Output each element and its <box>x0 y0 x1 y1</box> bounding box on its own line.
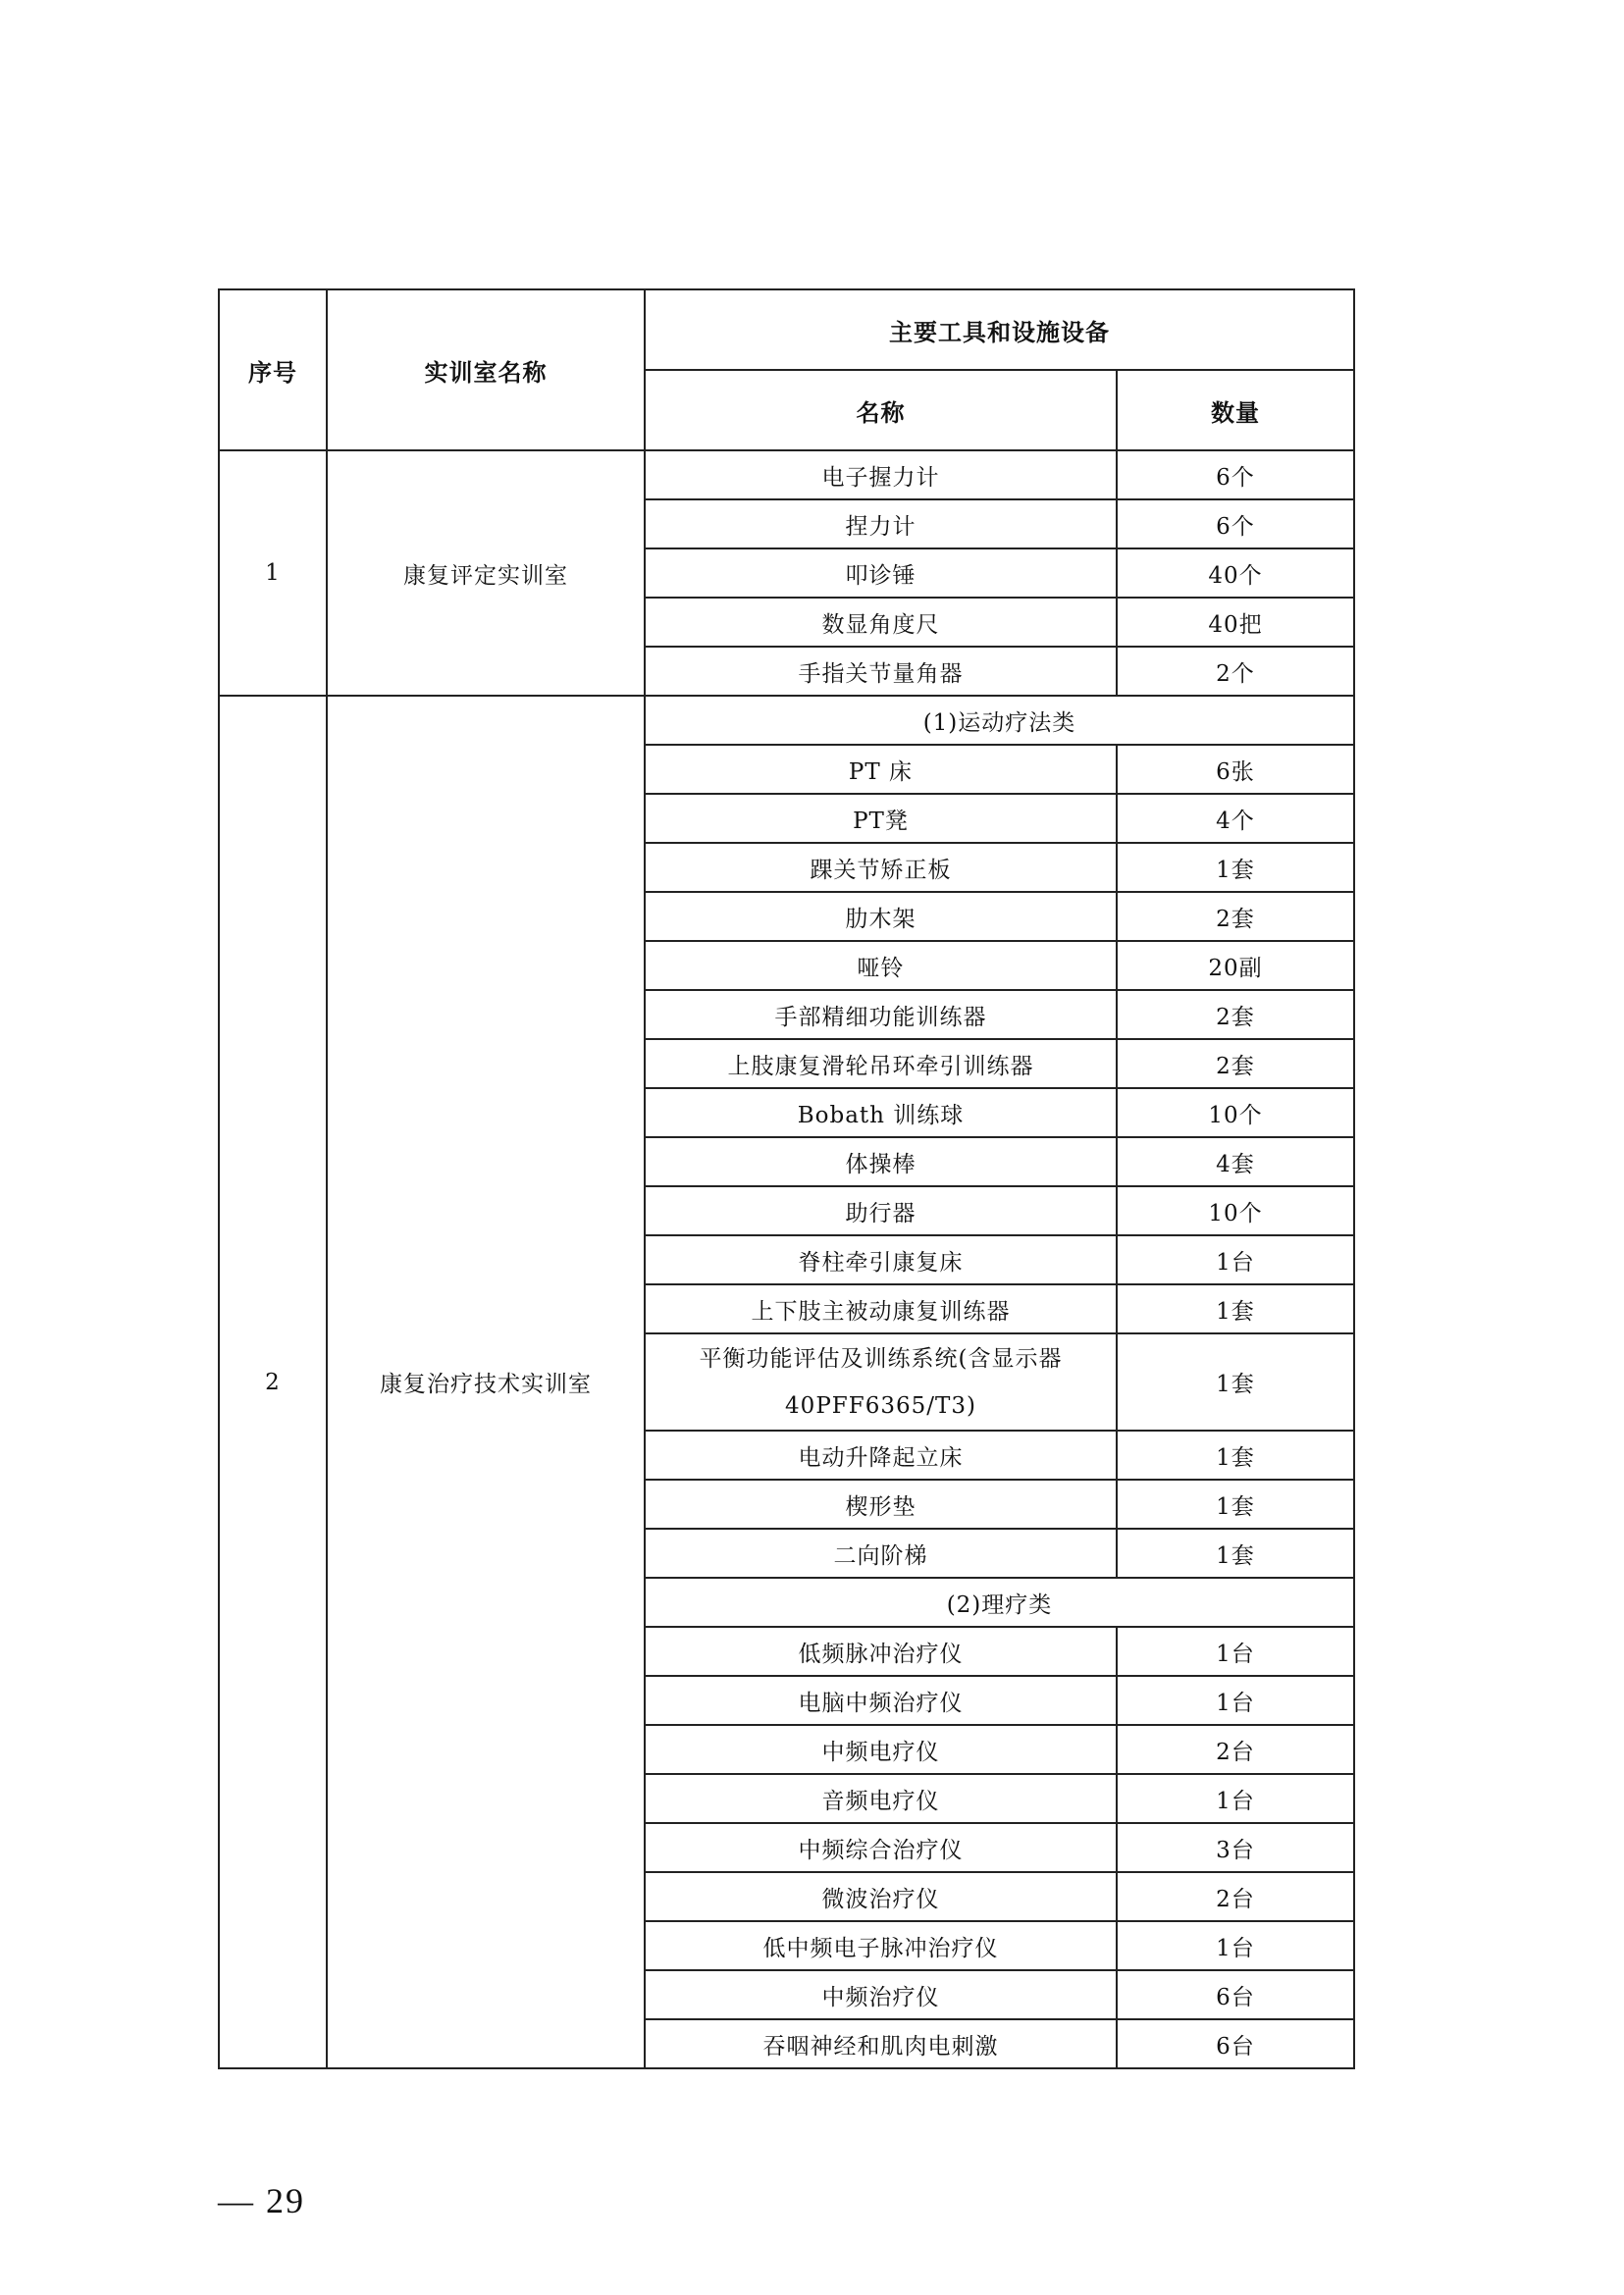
equipment-quantity: 1套 <box>1117 1284 1354 1333</box>
room-name: 康复评定实训室 <box>327 450 645 696</box>
equipment-quantity: 1套 <box>1117 843 1354 892</box>
quantity-header: 数量 <box>1117 370 1354 450</box>
name-header: 名称 <box>645 370 1117 450</box>
equipment-quantity: 1台 <box>1117 1921 1354 1970</box>
room-index: 2 <box>219 696 327 2068</box>
room-header: 实训室名称 <box>327 289 645 450</box>
room-name: 康复治疗技术实训室 <box>327 696 645 2068</box>
equipment-quantity: 10个 <box>1117 1186 1354 1235</box>
index-header: 序号 <box>219 289 327 450</box>
equipment-quantity: 40把 <box>1117 598 1354 647</box>
equipment-name: 体操棒 <box>645 1137 1117 1186</box>
equipment-name: 脊柱牵引康复床 <box>645 1235 1117 1284</box>
equipment-name: 电动升降起立床 <box>645 1431 1117 1480</box>
equipment-table <box>218 288 1355 2069</box>
equipment-name: 叩诊锤 <box>645 548 1117 598</box>
equipment-quantity: 40个 <box>1117 548 1354 598</box>
equipment-name <box>645 1333 1117 1431</box>
equipment-quantity: 6台 <box>1117 2019 1354 2068</box>
equipment-quantity: 6个 <box>1117 499 1354 548</box>
equipment-quantity: 1套 <box>1117 1333 1354 1431</box>
equipment-quantity: 3台 <box>1117 1823 1354 1872</box>
equipment-name: 中频电疗仪 <box>645 1725 1117 1774</box>
equipment-quantity: 2台 <box>1117 1725 1354 1774</box>
equipment-name: 捏力计 <box>645 499 1117 548</box>
equipment-quantity: 1台 <box>1117 1774 1354 1823</box>
equipment-name: 手指关节量角器 <box>645 647 1117 696</box>
equipment-name: 微波治疗仪 <box>645 1872 1117 1921</box>
equipment-name: 低中频电子脉冲治疗仪 <box>645 1921 1117 1970</box>
equipment-quantity: 1套 <box>1117 1529 1354 1578</box>
equipment-table-body <box>219 289 1354 2068</box>
equipment-name-line: 40PFF6365/T3) <box>785 1392 976 1419</box>
equipment-name: 上下肢主被动康复训练器 <box>645 1284 1117 1333</box>
equipment-name: 二向阶梯 <box>645 1529 1117 1578</box>
equipment-name: 哑铃 <box>645 941 1117 990</box>
header-row <box>219 289 1354 370</box>
equipment-quantity: 1台 <box>1117 1676 1354 1725</box>
equipment-name: 楔形垫 <box>645 1480 1117 1529</box>
category-title: (2)理疗类 <box>645 1578 1354 1627</box>
equipment-quantity: 1台 <box>1117 1627 1354 1676</box>
equipment-header: 主要工具和设施设备 <box>645 289 1354 370</box>
equipment-quantity: 1套 <box>1117 1480 1354 1529</box>
equipment-quantity: 6个 <box>1117 450 1354 499</box>
equipment-quantity: 6张 <box>1117 745 1354 794</box>
equipment-quantity: 20副 <box>1117 941 1354 990</box>
equipment-quantity: 4个 <box>1117 794 1354 843</box>
equipment-name: 手部精细功能训练器 <box>645 990 1117 1039</box>
equipment-quantity: 2个 <box>1117 647 1354 696</box>
equipment-name: 上肢康复滑轮吊环牵引训练器 <box>645 1039 1117 1088</box>
equipment-name: PT凳 <box>645 794 1117 843</box>
equipment-quantity: 1台 <box>1117 1235 1354 1284</box>
equipment-quantity: 2台 <box>1117 1872 1354 1921</box>
category-title: (1)运动疗法类 <box>645 696 1354 745</box>
equipment-quantity: 2套 <box>1117 892 1354 941</box>
equipment-name: 数显角度尺 <box>645 598 1117 647</box>
equipment-name: Bobath 训练球 <box>645 1088 1117 1137</box>
equipment-quantity: 2套 <box>1117 990 1354 1039</box>
equipment-quantity: 1套 <box>1117 1431 1354 1480</box>
equipment-name: 电脑中频治疗仪 <box>645 1676 1117 1725</box>
equipment-quantity: 10个 <box>1117 1088 1354 1137</box>
equipment-name: 踝关节矫正板 <box>645 843 1117 892</box>
equipment-quantity: 2套 <box>1117 1039 1354 1088</box>
equipment-name: 电子握力计 <box>645 450 1117 499</box>
table-row <box>219 450 1354 499</box>
equipment-name: PT 床 <box>645 745 1117 794</box>
equipment-name: 中频治疗仪 <box>645 1970 1117 2019</box>
equipment-name-line: 平衡功能评估及训练系统(含显示器 <box>699 1345 1063 1372</box>
room-index: 1 <box>219 450 327 696</box>
equipment-name: 低频脉冲治疗仪 <box>645 1627 1117 1676</box>
equipment-name: 助行器 <box>645 1186 1117 1235</box>
equipment-name: 中频综合治疗仪 <box>645 1823 1117 1872</box>
equipment-name: 音频电疗仪 <box>645 1774 1117 1823</box>
equipment-name: 吞咽神经和肌肉电刺激 <box>645 2019 1117 2068</box>
category-row <box>219 696 1354 745</box>
equipment-quantity: 4套 <box>1117 1137 1354 1186</box>
page-number: — 29 <box>218 2181 305 2220</box>
equipment-quantity: 6台 <box>1117 1970 1354 2019</box>
equipment-name: 肋木架 <box>645 892 1117 941</box>
